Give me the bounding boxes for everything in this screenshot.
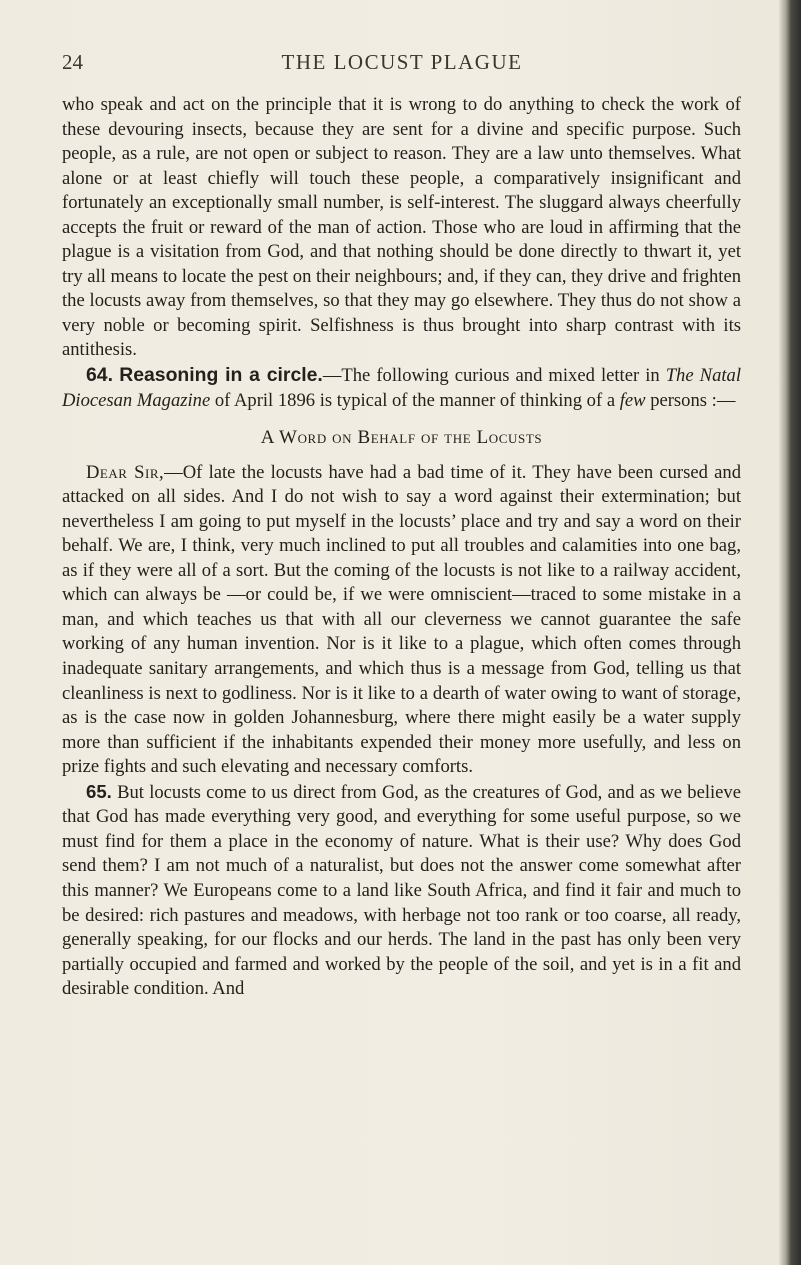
letter-paragraph — [62, 461, 741, 780]
section-65-number: 65. — [86, 780, 112, 802]
page-header — [62, 50, 742, 80]
section-65-paragraph — [62, 780, 741, 1002]
section-64-text-2: of April 1896 is typical of the manner of thinking of a — [210, 389, 620, 411]
section-title: Reasoning in a circle. — [119, 364, 323, 387]
section-number: 64. — [86, 364, 113, 387]
page-edge-shadow — [779, 0, 801, 1265]
running-head: THE LOCUST PLAGUE — [281, 50, 523, 74]
emphasis-few: few — [619, 389, 646, 411]
paragraph-continued: who speak and act on the principle that it is wrong to do anything to check the work of these devouring insects, because they are sent for a divine and specific purpose. Such people, as a rule, are not open or subject to reason. They are a law unto themselves. What alone or at least chiefly will touch these people, a comparatively insignificant and fortunately an exceptionally small number, is self-interest. The sluggard always cheerfully accepts the fruit or reward of the man of action. Those who are loud in affirming that the plague is a visitation from God, and that nothing should be done directly to thwart it, yet try all means to locate the pest on their neighbours; and, if they can, they drive and frighten the locusts away from themselves, so that they may go elsewhere. They thus do not show a very noble or becoming spirit. Selfishness is thus brought into sharp contrast with its antithesis. — [62, 94, 741, 361]
section-64-text-end: persons :— — [645, 389, 736, 411]
section-64-heading — [86, 365, 323, 386]
section-65-text: But locusts come to us direct from God, as the creatures of God, and as we believe that God has made everything very good, and everything for some useful purpose, so we must find for them a place in the economy of nature. What is their use? Why does God send them? I am not much of a naturalist, but does not the answer come somewhat after this manner? We Europeans come to a land like South Africa, and find it fair and much to be desired: rich pastures and meadows, with herbage not too rank or too coarse, all ready, generally speaking, for our flocks and our herds. The land in the past has only been very partially occupied and farmed and worked by the people of the soil, and yet is in a fit and desirable condition. And — [62, 781, 741, 1000]
letter-body: —Of late the locusts have had a bad time of it. They have been cursed and attacked on all sides. And I do not wish to say a word against their extermination; but nevertheless I am going to put myself in the locusts’ place and try and say a word on their behalf. We are, I think, very much inclined to put all troubles and calamities into one bag, as if they were all of a sort. But the coming of the locusts is not like to a railway accident, which can always be —or could be, if we were omniscient—traced to some mistake in a man, and which teaches us that with all our cleverness we cannot guarantee the safe working of any human invention. Nor is it like to a plague, which often comes through inadequate sanitary arrangements, and which thus is a message from God, telling us that cleanliness is next to godliness. Nor is it like to a dearth of water owing to want of storage, as is the case now in golden Johannesburg, where there might easily be a water supply more than sufficient if the inhabitants expended their money more usefully, and less on prize fights and such elevating and necessary comforts. — [62, 461, 741, 778]
letter-salutation: Dear Sir, — [86, 461, 165, 483]
section-64-text: —The following curious and mixed letter in — [322, 365, 666, 387]
letter-heading: A Word on Behalf of the Locusts — [260, 427, 543, 449]
magazine-title: The Natal Diocesan Magazine — [62, 365, 741, 411]
page-number: 24 — [62, 50, 83, 74]
body-text — [62, 93, 741, 1002]
section-64-paragraph — [62, 363, 741, 413]
